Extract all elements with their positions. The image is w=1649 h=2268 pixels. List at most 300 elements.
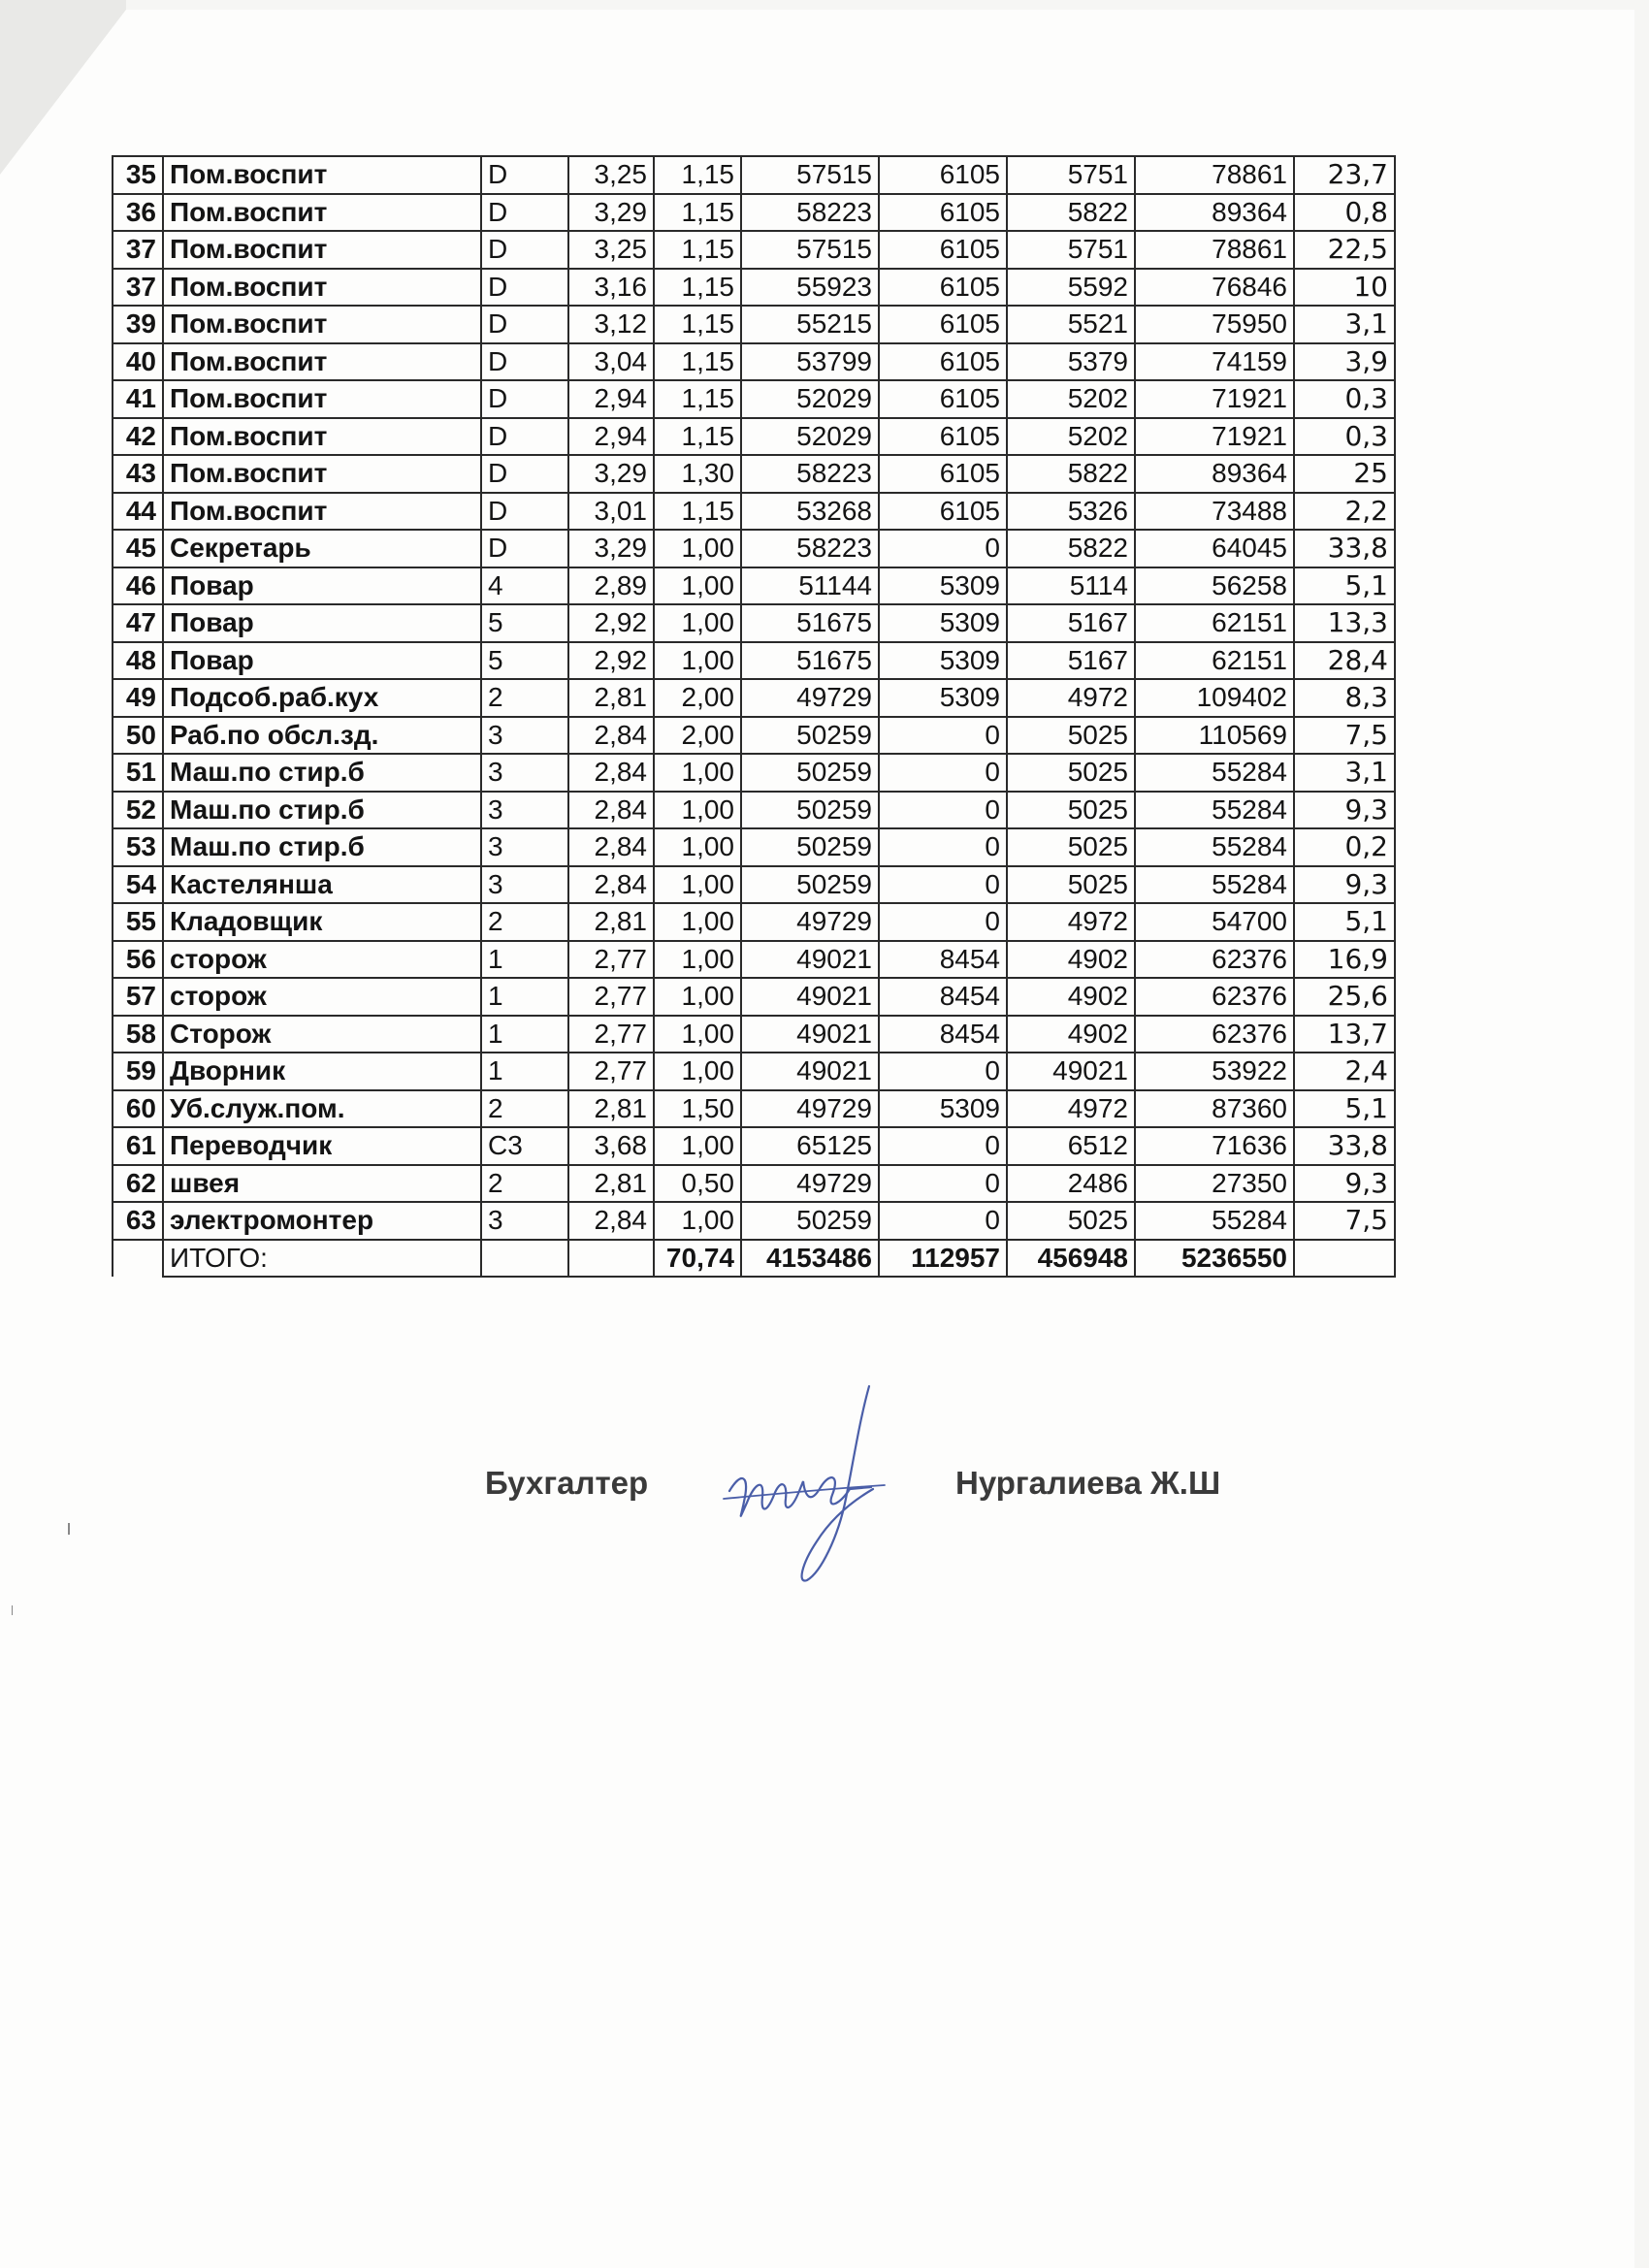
salary-cell: 49729 <box>741 1165 879 1203</box>
bonus-cell: 2486 <box>1007 1165 1135 1203</box>
rate-cell: 1,00 <box>654 941 741 979</box>
rate-cell: 1,00 <box>654 1053 741 1090</box>
table-row <box>113 343 1395 381</box>
row-number-cell: 44 <box>113 493 163 531</box>
additional-pay-cell: 8454 <box>879 978 1007 1016</box>
table-body <box>113 156 1395 1240</box>
extra-value-cell: 9,3 <box>1294 866 1395 904</box>
coefficient-cell: 2,77 <box>568 978 654 1016</box>
total-pay-cell: 73488 <box>1135 493 1294 531</box>
coefficient-cell: 2,81 <box>568 679 654 717</box>
total-extra-cell <box>1294 1240 1395 1278</box>
rate-cell: 1,15 <box>654 156 741 194</box>
row-number-cell: 48 <box>113 642 163 680</box>
table-row <box>113 194 1395 232</box>
additional-pay-cell: 6105 <box>879 380 1007 418</box>
total-pay-cell: 71921 <box>1135 380 1294 418</box>
table-row <box>113 1165 1395 1203</box>
extra-value-cell: 5,1 <box>1294 903 1395 941</box>
position-name-cell: Подсоб.раб.кух <box>163 679 481 717</box>
grade-cell: 5 <box>481 642 568 680</box>
position-name-cell: Повар <box>163 642 481 680</box>
rate-cell: 1,00 <box>654 1127 741 1165</box>
rate-cell: 1,00 <box>654 828 741 866</box>
salary-cell: 52029 <box>741 380 879 418</box>
total-pay-cell: 76846 <box>1135 269 1294 307</box>
total-pay-cell: 53922 <box>1135 1053 1294 1090</box>
additional-pay-cell: 0 <box>879 1165 1007 1203</box>
position-name-cell: Пом.воспит <box>163 493 481 531</box>
total-pay-cell: 75950 <box>1135 306 1294 343</box>
salary-cell: 49021 <box>741 941 879 979</box>
salary-cell: 53268 <box>741 493 879 531</box>
total-pay-cell: 71921 <box>1135 418 1294 456</box>
total-bonus: 456948 <box>1007 1240 1135 1278</box>
salary-cell: 50259 <box>741 754 879 792</box>
grade-cell: 5 <box>481 604 568 642</box>
position-name-cell: Пом.воспит <box>163 418 481 456</box>
additional-pay-cell: 8454 <box>879 941 1007 979</box>
coefficient-cell: 2,81 <box>568 1090 654 1128</box>
salary-cell: 50259 <box>741 717 879 755</box>
salary-cell: 50259 <box>741 792 879 829</box>
grade-cell: D <box>481 380 568 418</box>
rate-cell: 1,15 <box>654 493 741 531</box>
row-number-cell: 37 <box>113 231 163 269</box>
coefficient-cell: 2,94 <box>568 418 654 456</box>
row-number-cell: 50 <box>113 717 163 755</box>
coefficient-cell: 2,92 <box>568 642 654 680</box>
bonus-cell: 5326 <box>1007 493 1135 531</box>
extra-value-cell: 5,1 <box>1294 567 1395 605</box>
salary-cell: 50259 <box>741 828 879 866</box>
row-number-cell: 63 <box>113 1202 163 1240</box>
table-row <box>113 792 1395 829</box>
rate-cell: 1,15 <box>654 380 741 418</box>
total-pay-cell: 55284 <box>1135 792 1294 829</box>
position-name-cell: Маш.по стир.б <box>163 792 481 829</box>
bonus-cell: 4972 <box>1007 903 1135 941</box>
salary-cell: 49021 <box>741 1016 879 1053</box>
bonus-cell: 5822 <box>1007 530 1135 567</box>
salary-cell: 50259 <box>741 866 879 904</box>
bonus-cell: 5202 <box>1007 380 1135 418</box>
table-row <box>113 493 1395 531</box>
table-row <box>113 418 1395 456</box>
additional-pay-cell: 5309 <box>879 567 1007 605</box>
position-name-cell: Повар <box>163 567 481 605</box>
rate-cell: 1,15 <box>654 194 741 232</box>
row-number-cell: 51 <box>113 754 163 792</box>
row-number-cell: 55 <box>113 903 163 941</box>
coefficient-cell: 2,84 <box>568 866 654 904</box>
additional-pay-cell: 6105 <box>879 231 1007 269</box>
grade-cell: D <box>481 269 568 307</box>
row-number-cell: 53 <box>113 828 163 866</box>
extra-value-cell: 2,4 <box>1294 1053 1395 1090</box>
bonus-cell: 5379 <box>1007 343 1135 381</box>
salary-cell: 58223 <box>741 455 879 493</box>
table-row <box>113 642 1395 680</box>
additional-pay-cell: 5309 <box>879 679 1007 717</box>
row-number-cell: 39 <box>113 306 163 343</box>
row-number-cell: 58 <box>113 1016 163 1053</box>
coefficient-cell: 2,81 <box>568 903 654 941</box>
table-row <box>113 866 1395 904</box>
position-name-cell: Кастелянша <box>163 866 481 904</box>
position-name-cell: Пом.воспит <box>163 380 481 418</box>
bonus-cell: 4972 <box>1007 679 1135 717</box>
rate-cell: 1,15 <box>654 269 741 307</box>
extra-value-cell: 0,2 <box>1294 828 1395 866</box>
grade-cell: 1 <box>481 941 568 979</box>
rate-cell: 1,00 <box>654 792 741 829</box>
coefficient-cell: 3,04 <box>568 343 654 381</box>
grade-cell: D <box>481 493 568 531</box>
position-name-cell: Пом.воспит <box>163 231 481 269</box>
position-name-cell: Маш.по стир.б <box>163 754 481 792</box>
grade-cell: 3 <box>481 1202 568 1240</box>
extra-value-cell: 23,7 <box>1294 156 1395 194</box>
table-row <box>113 828 1395 866</box>
additional-pay-cell: 0 <box>879 1053 1007 1090</box>
row-number-cell: 45 <box>113 530 163 567</box>
additional-pay-cell: 5309 <box>879 642 1007 680</box>
total-additional: 112957 <box>879 1240 1007 1278</box>
row-number-cell: 41 <box>113 380 163 418</box>
coefficient-cell: 3,25 <box>568 156 654 194</box>
extra-value-cell: 3,9 <box>1294 343 1395 381</box>
salary-cell: 55923 <box>741 269 879 307</box>
extra-value-cell: 5,1 <box>1294 1090 1395 1128</box>
total-rate: 70,74 <box>654 1240 741 1278</box>
table-row <box>113 679 1395 717</box>
rate-cell: 1,15 <box>654 343 741 381</box>
bonus-cell: 5025 <box>1007 828 1135 866</box>
total-pay-cell: 55284 <box>1135 1202 1294 1240</box>
bonus-cell: 4902 <box>1007 978 1135 1016</box>
position-name-cell: Дворник <box>163 1053 481 1090</box>
extra-value-cell: 7,5 <box>1294 1202 1395 1240</box>
grade-cell: 2 <box>481 903 568 941</box>
rate-cell: 1,15 <box>654 231 741 269</box>
position-name-cell: швея <box>163 1165 481 1203</box>
salary-cell: 51675 <box>741 604 879 642</box>
additional-pay-cell: 6105 <box>879 455 1007 493</box>
salary-cell: 49729 <box>741 679 879 717</box>
row-number-cell: 49 <box>113 679 163 717</box>
salary-cell: 51675 <box>741 642 879 680</box>
position-name-cell: Маш.по стир.б <box>163 828 481 866</box>
position-name-cell: сторож <box>163 941 481 979</box>
grade-cell: 1 <box>481 1053 568 1090</box>
bonus-cell: 49021 <box>1007 1053 1135 1090</box>
rate-cell: 1,00 <box>654 604 741 642</box>
grade-cell: 3 <box>481 792 568 829</box>
scan-speck <box>68 1523 70 1535</box>
position-name-cell: Сторож <box>163 1016 481 1053</box>
row-number-cell: 52 <box>113 792 163 829</box>
bonus-cell: 5025 <box>1007 717 1135 755</box>
grade-cell: D <box>481 530 568 567</box>
total-pay-cell: 64045 <box>1135 530 1294 567</box>
bonus-cell: 5822 <box>1007 455 1135 493</box>
row-number-cell: 43 <box>113 455 163 493</box>
position-name-cell: Переводчик <box>163 1127 481 1165</box>
row-number-cell: 36 <box>113 194 163 232</box>
coefficient-cell: 3,01 <box>568 493 654 531</box>
row-number-cell: 42 <box>113 418 163 456</box>
rate-cell: 1,00 <box>654 903 741 941</box>
total-pay-cell: 89364 <box>1135 194 1294 232</box>
row-number-cell: 60 <box>113 1090 163 1128</box>
table-row <box>113 269 1395 307</box>
rate-cell: 1,00 <box>654 866 741 904</box>
extra-value-cell: 3,1 <box>1294 306 1395 343</box>
position-name-cell: Пом.воспит <box>163 306 481 343</box>
total-pay-cell: 74159 <box>1135 343 1294 381</box>
grade-cell: 2 <box>481 1165 568 1203</box>
row-number-cell: 35 <box>113 156 163 194</box>
coefficient-cell: 2,77 <box>568 1053 654 1090</box>
extra-value-cell: 3,1 <box>1294 754 1395 792</box>
extra-value-cell: 9,3 <box>1294 1165 1395 1203</box>
salary-cell: 53799 <box>741 343 879 381</box>
bonus-cell: 5025 <box>1007 792 1135 829</box>
table-row <box>113 530 1395 567</box>
handwritten-signature <box>708 1382 902 1586</box>
total-pay-cell: 87360 <box>1135 1090 1294 1128</box>
coefficient-cell: 2,84 <box>568 1202 654 1240</box>
total-pay-cell: 55284 <box>1135 866 1294 904</box>
row-number-cell: 62 <box>113 1165 163 1203</box>
total-pay-cell: 62151 <box>1135 642 1294 680</box>
position-name-cell: Кладовщик <box>163 903 481 941</box>
additional-pay-cell: 6105 <box>879 418 1007 456</box>
staff-salary-table <box>112 155 1396 1278</box>
salary-cell: 49021 <box>741 1053 879 1090</box>
position-name-cell: Уб.служ.пом. <box>163 1090 481 1128</box>
position-name-cell: Пом.воспит <box>163 455 481 493</box>
grade-cell: 2 <box>481 679 568 717</box>
extra-value-cell: 13,3 <box>1294 604 1395 642</box>
grade-cell: 1 <box>481 978 568 1016</box>
row-number-cell: 59 <box>113 1053 163 1090</box>
salary-cell: 57515 <box>741 156 879 194</box>
grade-cell: 3 <box>481 828 568 866</box>
salary-cell: 57515 <box>741 231 879 269</box>
bonus-cell: 5751 <box>1007 156 1135 194</box>
extra-value-cell: 33,8 <box>1294 530 1395 567</box>
accountant-position-label: Бухгалтер <box>485 1465 649 1501</box>
bonus-cell: 5025 <box>1007 1202 1135 1240</box>
grade-cell: С3 <box>481 1127 568 1165</box>
rate-cell: 1,00 <box>654 978 741 1016</box>
coefficient-cell: 3,29 <box>568 455 654 493</box>
additional-pay-cell: 6105 <box>879 306 1007 343</box>
coefficient-cell: 2,89 <box>568 567 654 605</box>
rate-cell: 2,00 <box>654 717 741 755</box>
coefficient-cell: 3,16 <box>568 269 654 307</box>
coefficient-cell: 2,77 <box>568 941 654 979</box>
additional-pay-cell: 6105 <box>879 269 1007 307</box>
table-row <box>113 1127 1395 1165</box>
additional-pay-cell: 5309 <box>879 1090 1007 1128</box>
position-name-cell: Пом.воспит <box>163 194 481 232</box>
extra-value-cell: 13,7 <box>1294 1016 1395 1053</box>
total-coef-cell <box>568 1240 654 1278</box>
position-name-cell: Пом.воспит <box>163 269 481 307</box>
total-sum: 5236550 <box>1135 1240 1294 1278</box>
salary-cell: 58223 <box>741 530 879 567</box>
rate-cell: 1,00 <box>654 1016 741 1053</box>
coefficient-cell: 2,84 <box>568 717 654 755</box>
extra-value-cell: 0,3 <box>1294 418 1395 456</box>
bonus-cell: 4902 <box>1007 941 1135 979</box>
total-label: ИТОГО: <box>163 1240 481 1278</box>
coefficient-cell: 3,29 <box>568 530 654 567</box>
additional-pay-cell: 0 <box>879 866 1007 904</box>
grade-cell: D <box>481 418 568 456</box>
bonus-cell: 5114 <box>1007 567 1135 605</box>
grade-cell: D <box>481 194 568 232</box>
total-pay-cell: 27350 <box>1135 1165 1294 1203</box>
grade-cell: 4 <box>481 567 568 605</box>
grade-cell: 3 <box>481 717 568 755</box>
bonus-cell: 5592 <box>1007 269 1135 307</box>
extra-value-cell: 10 <box>1294 269 1395 307</box>
salary-cell: 50259 <box>741 1202 879 1240</box>
coefficient-cell: 2,84 <box>568 792 654 829</box>
rate-cell: 1,00 <box>654 1202 741 1240</box>
position-name-cell: электромонтер <box>163 1202 481 1240</box>
grade-cell: 1 <box>481 1016 568 1053</box>
additional-pay-cell: 0 <box>879 1127 1007 1165</box>
total-pay-cell: 55284 <box>1135 828 1294 866</box>
salary-cell: 49021 <box>741 978 879 1016</box>
table-row <box>113 567 1395 605</box>
grade-cell: 3 <box>481 754 568 792</box>
table-row <box>113 156 1395 194</box>
coefficient-cell: 2,84 <box>568 754 654 792</box>
extra-value-cell: 2,2 <box>1294 493 1395 531</box>
table-row <box>113 604 1395 642</box>
additional-pay-cell: 0 <box>879 828 1007 866</box>
rate-cell: 1,00 <box>654 642 741 680</box>
total-salary: 4153486 <box>741 1240 879 1278</box>
rate-cell: 1,00 <box>654 567 741 605</box>
position-name-cell: Пом.воспит <box>163 343 481 381</box>
additional-pay-cell: 0 <box>879 1202 1007 1240</box>
position-name-cell: сторож <box>163 978 481 1016</box>
total-pay-cell: 62376 <box>1135 1016 1294 1053</box>
extra-value-cell: 33,8 <box>1294 1127 1395 1165</box>
total-pay-cell: 71636 <box>1135 1127 1294 1165</box>
position-name-cell: Пом.воспит <box>163 156 481 194</box>
additional-pay-cell: 5309 <box>879 604 1007 642</box>
bonus-cell: 5025 <box>1007 754 1135 792</box>
table-row <box>113 455 1395 493</box>
total-pay-cell: 62376 <box>1135 978 1294 1016</box>
row-number-cell: 54 <box>113 866 163 904</box>
position-name-cell: Секретарь <box>163 530 481 567</box>
bonus-cell: 4902 <box>1007 1016 1135 1053</box>
row-number-cell: 47 <box>113 604 163 642</box>
rate-cell: 1,50 <box>654 1090 741 1128</box>
bonus-cell: 5521 <box>1007 306 1135 343</box>
bonus-cell: 5822 <box>1007 194 1135 232</box>
additional-pay-cell: 8454 <box>879 1016 1007 1053</box>
table-row <box>113 903 1395 941</box>
coefficient-cell: 2,77 <box>568 1016 654 1053</box>
rate-cell: 2,00 <box>654 679 741 717</box>
table-row <box>113 306 1395 343</box>
total-pay-cell: 89364 <box>1135 455 1294 493</box>
bonus-cell: 5167 <box>1007 642 1135 680</box>
bonus-cell: 5025 <box>1007 866 1135 904</box>
grade-cell: D <box>481 455 568 493</box>
total-pay-cell: 78861 <box>1135 156 1294 194</box>
rate-cell: 1,00 <box>654 754 741 792</box>
total-grade-cell <box>481 1240 568 1278</box>
table-row <box>113 978 1395 1016</box>
extra-value-cell: 0,3 <box>1294 380 1395 418</box>
row-number-cell: 37 <box>113 269 163 307</box>
total-pay-cell: 62151 <box>1135 604 1294 642</box>
additional-pay-cell: 6105 <box>879 493 1007 531</box>
extra-value-cell: 0,8 <box>1294 194 1395 232</box>
total-row <box>113 1240 1395 1278</box>
accountant-name: Нургалиева Ж.Ш <box>955 1465 1221 1501</box>
grade-cell: D <box>481 231 568 269</box>
bonus-cell: 5751 <box>1007 231 1135 269</box>
rate-cell: 1,00 <box>654 530 741 567</box>
rate-cell: 0,50 <box>654 1165 741 1203</box>
extra-value-cell: 25 <box>1294 455 1395 493</box>
total-pay-cell: 110569 <box>1135 717 1294 755</box>
coefficient-cell: 3,12 <box>568 306 654 343</box>
bonus-cell: 4972 <box>1007 1090 1135 1128</box>
total-pay-cell: 54700 <box>1135 903 1294 941</box>
table-row <box>113 717 1395 755</box>
salary-cell: 49729 <box>741 1090 879 1128</box>
coefficient-cell: 2,92 <box>568 604 654 642</box>
extra-value-cell: 25,6 <box>1294 978 1395 1016</box>
bonus-cell: 6512 <box>1007 1127 1135 1165</box>
total-row-number-cell <box>113 1240 163 1278</box>
total-pay-cell: 56258 <box>1135 567 1294 605</box>
bonus-cell: 5167 <box>1007 604 1135 642</box>
additional-pay-cell: 0 <box>879 903 1007 941</box>
additional-pay-cell: 0 <box>879 792 1007 829</box>
position-name-cell: Раб.по обсл.зд. <box>163 717 481 755</box>
additional-pay-cell: 6105 <box>879 156 1007 194</box>
bonus-cell: 5202 <box>1007 418 1135 456</box>
additional-pay-cell: 6105 <box>879 343 1007 381</box>
grade-cell: D <box>481 306 568 343</box>
extra-value-cell: 28,4 <box>1294 642 1395 680</box>
salary-cell: 65125 <box>741 1127 879 1165</box>
rate-cell: 1,15 <box>654 306 741 343</box>
table-row <box>113 1090 1395 1128</box>
table-row <box>113 1053 1395 1090</box>
additional-pay-cell: 0 <box>879 754 1007 792</box>
salary-cell: 49729 <box>741 903 879 941</box>
salary-cell: 55215 <box>741 306 879 343</box>
table-row <box>113 380 1395 418</box>
total-pay-cell: 78861 <box>1135 231 1294 269</box>
position-name-cell: Повар <box>163 604 481 642</box>
